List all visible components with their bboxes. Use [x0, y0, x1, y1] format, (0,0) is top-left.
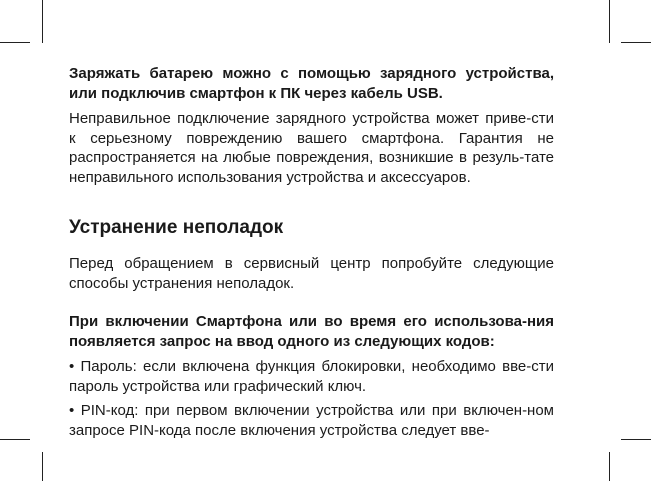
intro-paragraph: Перед обращением в сервисный центр попробуйте следующие способы устранения неполадок. — [69, 255, 554, 292]
section-title: Устранение неполадок — [69, 217, 284, 238]
crop-mark-bottom-left-horizontal — [0, 439, 30, 440]
crop-mark-top-right-vertical — [609, 0, 610, 43]
crop-mark-bottom-right-vertical — [609, 452, 610, 481]
crop-mark-top-right-horizontal — [621, 42, 651, 43]
charging-note: Заряжать батарею можно с помощью зарядного устройства, или подключив смартфон к ПК через кабель USB. — [69, 65, 554, 102]
crop-mark-bottom-left-vertical — [42, 452, 43, 481]
crop-mark-top-left-horizontal — [0, 42, 30, 43]
bullet-password: • Пароль: если включена функция блокировки, необходимо вве-сти пароль устройства или графический ключ. — [69, 358, 554, 395]
document-body — [69, 64, 554, 440]
crop-mark-top-left-vertical — [42, 0, 43, 43]
codes-prompt-heading: При включении Смартфона или во время его использова-ния появляется запрос на ввод одного из следующих кодов: — [69, 313, 554, 350]
crop-mark-bottom-right-horizontal — [621, 439, 651, 440]
bullet-pin-code: • PIN-код: при первом включении устройства или при включен-ном запросе PIN-кода после включения устройства следует вве- — [69, 402, 554, 439]
warranty-warning: Неправильное подключение зарядного устройства может приве-сти к серьезному повреждению вашего смартфона. Гарантия не распространяется на любые повреждения, возникшие в резуль-тате неправильного использования устройства и аксессуаров. — [69, 110, 554, 186]
